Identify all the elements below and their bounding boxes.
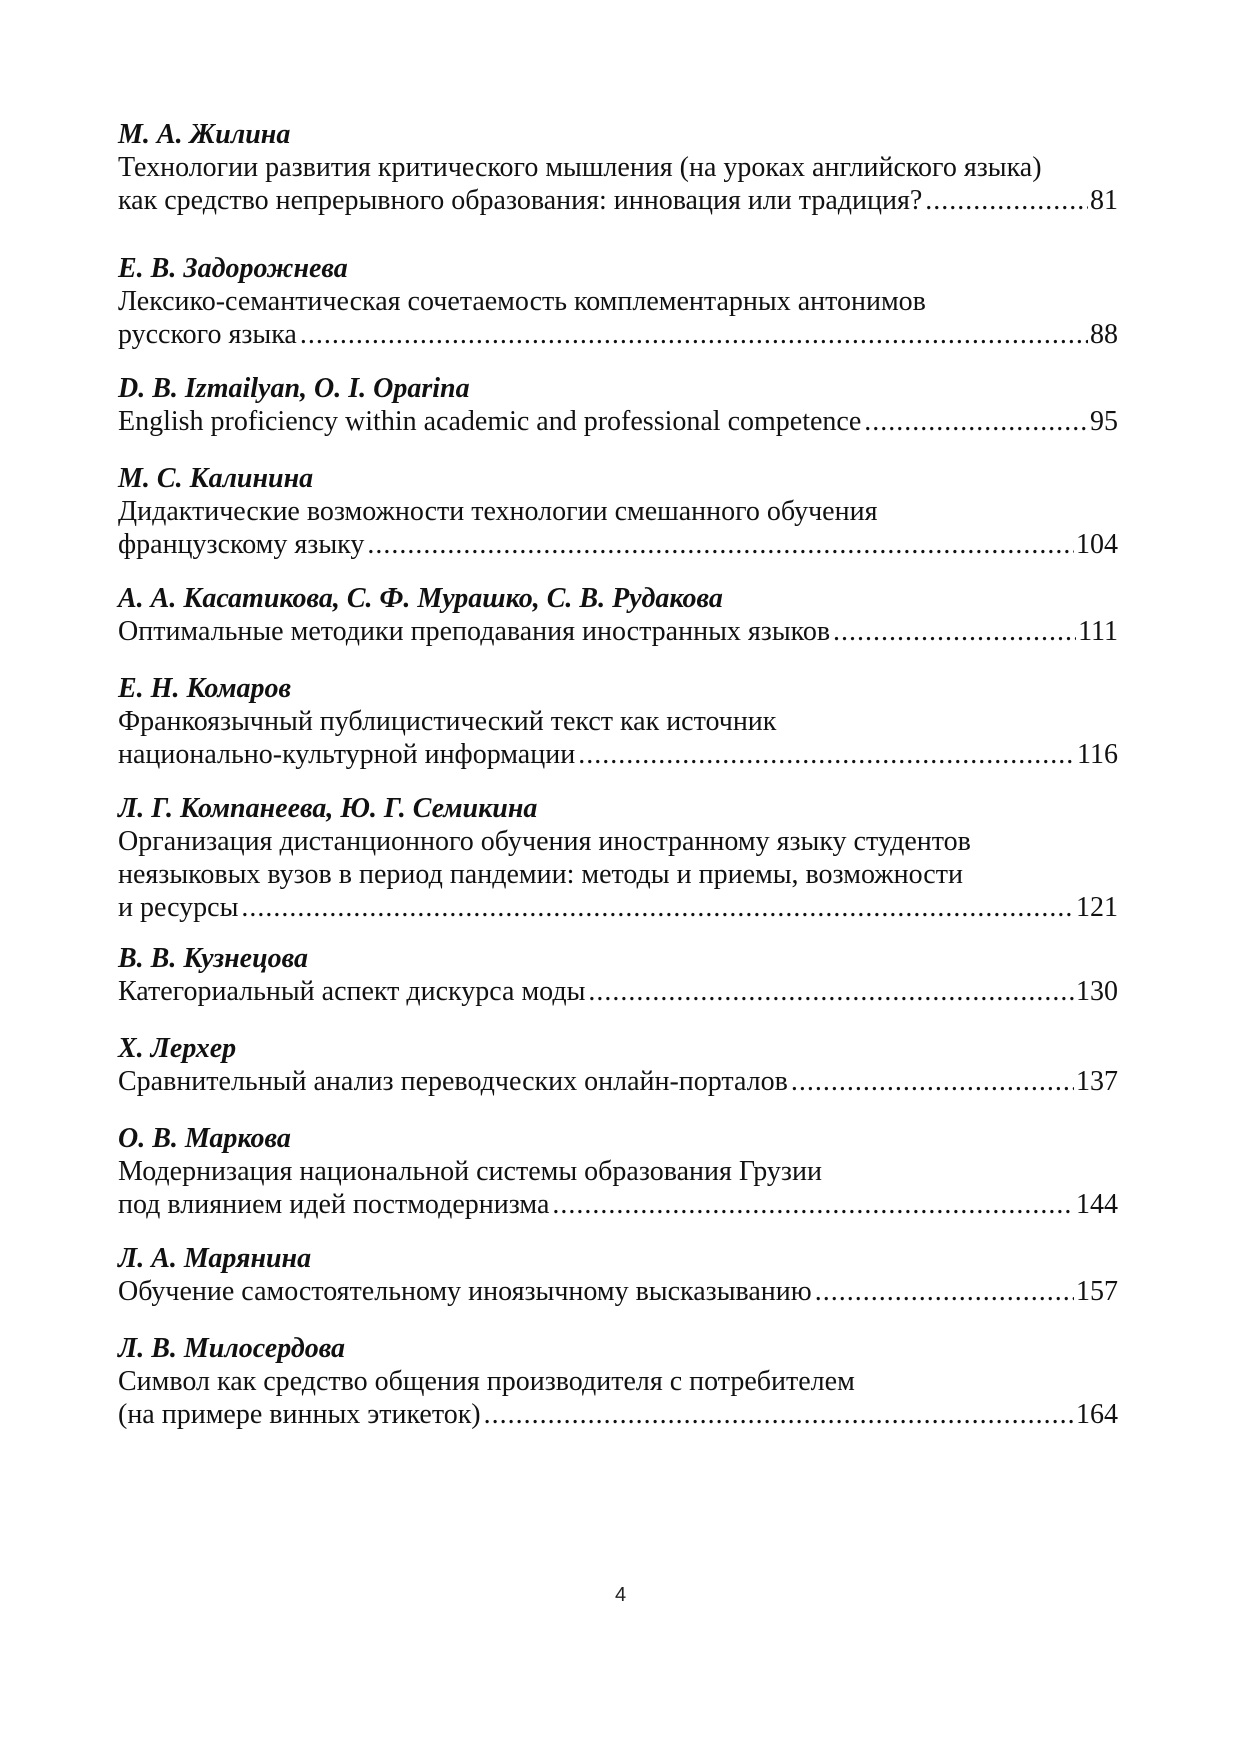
entry-author: Л. Г. Компанеева, Ю. Г. Семикина <box>118 793 538 824</box>
toc-entry <box>118 792 1118 942</box>
dot-leader <box>300 318 1088 351</box>
entry-title-line: Технологии развития критического мышления (на уроках английского языка) <box>118 152 1042 183</box>
entry-author: М. С. Калинина <box>118 463 314 494</box>
entry-author: D. B. Izmailyan, O. I. Oparina <box>118 373 470 404</box>
entry-page-number: 104 <box>1076 529 1118 560</box>
entry-author: М. А. Жилина <box>118 119 291 150</box>
entry-title-line: неязыковых вузов в период пандемии: методы и приемы, возможности <box>118 859 963 890</box>
entry-page-number: 95 <box>1090 406 1118 437</box>
toc-entry <box>118 1242 1118 1332</box>
entry-title-last-line <box>118 184 1118 217</box>
entry-title-text: под влиянием идей постмодернизма <box>118 1189 550 1220</box>
entry-title-last-line <box>118 1065 1118 1098</box>
entry-title-text: Обучение самостоятельному иноязычному высказыванию <box>118 1276 812 1307</box>
entry-page-number: 144 <box>1076 1189 1118 1220</box>
entry-title-last-line <box>118 528 1118 561</box>
entry-title-text: как средство непрерывного образования: инновация или традиция? <box>118 185 923 216</box>
dot-leader <box>578 738 1075 771</box>
entry-author: Е. Н. Комаров <box>118 673 292 704</box>
entry-page-number: 130 <box>1076 976 1118 1007</box>
dot-leader <box>864 405 1088 438</box>
entry-title-text: English proficiency within academic and professional competence <box>118 406 862 437</box>
entry-page-number: 116 <box>1077 739 1118 770</box>
dot-leader <box>815 1275 1074 1308</box>
table-of-contents <box>118 118 1118 1452</box>
entry-title-last-line <box>118 891 1118 924</box>
entry-page-number: 137 <box>1076 1066 1118 1097</box>
page-number: 4 <box>614 1584 627 1606</box>
toc-entry <box>118 1122 1118 1242</box>
entry-page-number: 88 <box>1090 319 1118 350</box>
entry-title-line: Франкоязычный публицистический текст как источник <box>118 706 777 737</box>
dot-leader <box>367 528 1074 561</box>
toc-entry <box>118 372 1118 462</box>
toc-entry <box>118 462 1118 582</box>
entry-title-text: Категориальный аспект дискурса моды <box>118 976 586 1007</box>
entry-title-last-line <box>118 615 1118 648</box>
toc-entry <box>118 118 1118 252</box>
entry-title-text: французскому языку <box>118 529 365 560</box>
entry-title-text: Сравнительный анализ переводческих онлайн-порталов <box>118 1066 788 1097</box>
entry-page-number: 157 <box>1076 1276 1118 1307</box>
entry-title-text: Оптимальные методики преподавания иностранных языков <box>118 616 831 647</box>
toc-entry <box>118 1332 1118 1452</box>
entry-title-last-line <box>118 1188 1118 1221</box>
dot-leader <box>484 1398 1074 1431</box>
entry-author: В. В. Кузнецова <box>118 943 308 974</box>
toc-entry <box>118 1032 1118 1122</box>
entry-title-last-line <box>118 405 1118 438</box>
toc-entry <box>118 942 1118 1032</box>
entry-title-text: и ресурсы <box>118 892 239 923</box>
dot-leader <box>925 184 1088 217</box>
dot-leader <box>552 1188 1074 1221</box>
dot-leader <box>791 1065 1074 1098</box>
entry-author: Е. В. Задорожнева <box>118 253 348 284</box>
toc-entry <box>118 582 1118 672</box>
dot-leader <box>241 891 1074 924</box>
entry-title-line: Модернизация национальной системы образования Грузии <box>118 1156 822 1187</box>
toc-entry <box>118 672 1118 792</box>
entry-title-line: Лексико-семантическая сочетаемость комплементарных антонимов <box>118 286 926 317</box>
dot-leader <box>588 975 1074 1008</box>
entry-title-line: Дидактические возможности технологии смешанного обучения <box>118 496 878 527</box>
entry-title-line: Организация дистанционного обучения иностранному языку студентов <box>118 826 971 857</box>
entry-author: Л. А. Марянина <box>118 1243 312 1274</box>
toc-entry <box>118 252 1118 372</box>
entry-author: Х. Лерхер <box>118 1033 237 1064</box>
entry-title-text: (на примере винных этикеток) <box>118 1399 481 1430</box>
entry-author: О. В. Маркова <box>118 1123 291 1154</box>
entry-author: Л. В. Милосердова <box>118 1333 346 1364</box>
entry-author: А. А. Касатикова, С. Ф. Мурашко, С. В. Рудакова <box>118 583 723 614</box>
entry-page-number: 121 <box>1076 892 1118 923</box>
entry-title-last-line <box>118 1275 1118 1308</box>
entry-title-line: Символ как средство общения производителя с потребителем <box>118 1366 855 1397</box>
entry-title-text: национально-культурной информации <box>118 739 576 770</box>
entry-title-last-line <box>118 975 1118 1008</box>
entry-title-last-line <box>118 738 1118 771</box>
entry-title-last-line <box>118 318 1118 351</box>
entry-title-last-line <box>118 1398 1118 1431</box>
dot-leader <box>833 615 1076 648</box>
entry-title-text: русского языка <box>118 319 297 350</box>
entry-page-number: 111 <box>1078 616 1118 647</box>
entry-page-number: 81 <box>1090 185 1118 216</box>
entry-page-number: 164 <box>1076 1399 1118 1430</box>
